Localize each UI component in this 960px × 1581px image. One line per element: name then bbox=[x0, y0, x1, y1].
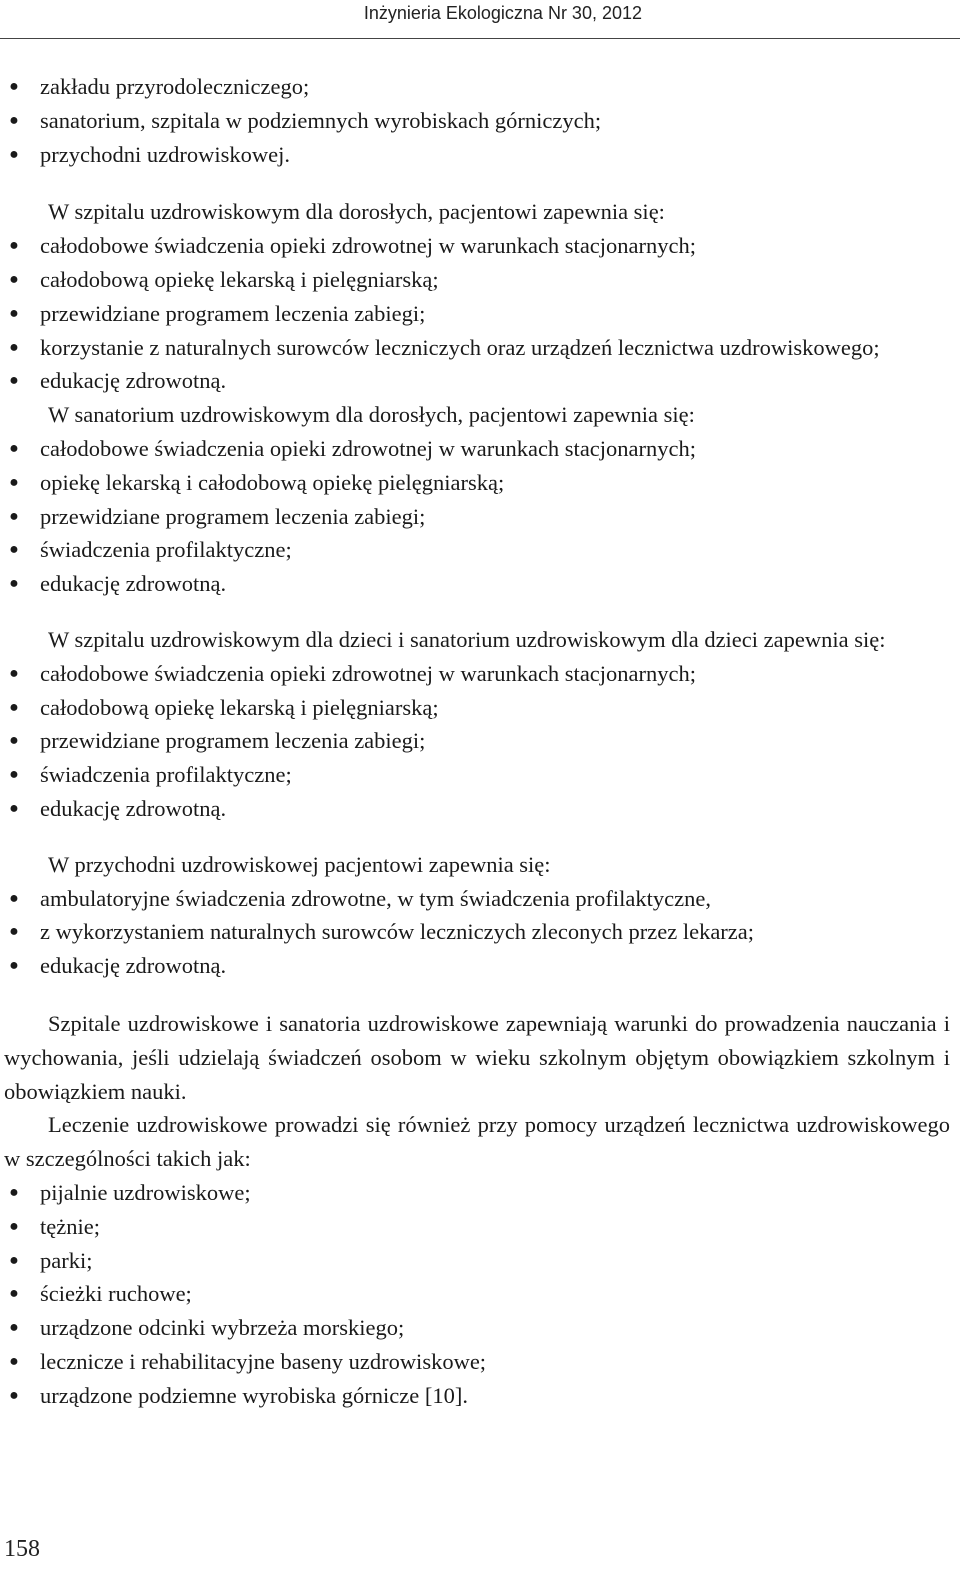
list-item: ● całodobowe świadczenia opieki zdrowotnej w warunkach stacjonarnych; bbox=[4, 657, 950, 691]
bullet-icon: ● bbox=[9, 766, 19, 784]
list-item: ● pijalnie uzdrowiskowe; bbox=[4, 1176, 950, 1210]
list-item: ● całodobową opiekę lekarską i pielęgniarską; bbox=[4, 691, 950, 725]
bullet-icon: ● bbox=[9, 957, 19, 975]
bullet-icon: ● bbox=[9, 799, 19, 817]
paragraph-devices: Leczenie uzdrowiskowe prowadzi się również przy pomocy urządzeń lecznictwa uzdrowiskowego w szczególności takich jak: bbox=[4, 1112, 950, 1172]
facility-list bbox=[4, 70, 950, 171]
list-item: ● przewidziane programem leczenia zabiegi; bbox=[4, 297, 950, 331]
bullet-icon: ● bbox=[9, 1217, 19, 1235]
page-header bbox=[0, 0, 960, 39]
bullet-icon: ● bbox=[9, 1183, 19, 1201]
list-item: ● urządzone podziemne wyrobiska górnicze [10]. bbox=[4, 1379, 950, 1413]
clinic-list bbox=[4, 882, 950, 983]
bullet-icon: ● bbox=[9, 372, 19, 390]
bullet-icon: ● bbox=[9, 575, 19, 593]
bullet-icon: ● bbox=[9, 78, 19, 95]
list-item: ● przychodni uzdrowiskowej. bbox=[4, 138, 950, 172]
list-item: ● świadczenia profilaktyczne; bbox=[4, 758, 950, 792]
bullet-icon: ● bbox=[9, 111, 19, 129]
bullet-icon: ● bbox=[9, 1251, 19, 1269]
list-item: ● całodobowe świadczenia opieki zdrowotnej w warunkach stacjonarnych; bbox=[4, 229, 950, 263]
bullet-icon: ● bbox=[9, 664, 19, 682]
paragraph-clinic: W przychodni uzdrowiskowej pacjentowi zapewnia się: bbox=[48, 851, 551, 877]
bullet-icon: ● bbox=[9, 145, 19, 163]
bullet-icon: ● bbox=[9, 732, 19, 750]
paragraph-hospital-adults: W szpitalu uzdrowiskowym dla dorosłych, pacjentowi zapewnia się: bbox=[48, 199, 665, 225]
hospital-adults-list bbox=[4, 229, 950, 398]
page-number: 158 bbox=[4, 1536, 40, 1562]
bullet-icon: ● bbox=[9, 923, 19, 941]
list-item: ● z wykorzystaniem naturalnych surowców leczniczych zleconych przez lekarza; bbox=[4, 915, 950, 949]
bullet-icon: ● bbox=[9, 541, 19, 559]
list-item: ● zakładu przyrodoleczniczego; bbox=[4, 70, 950, 104]
bullet-icon: ● bbox=[9, 270, 19, 288]
list-item: ● urządzone odcinki wybrzeża morskiego; bbox=[4, 1311, 950, 1345]
bullet-icon: ● bbox=[9, 1285, 19, 1303]
bullet-icon: ● bbox=[9, 507, 19, 525]
list-item: ● całodobowe świadczenia opieki zdrowotnej w warunkach stacjonarnych; bbox=[4, 432, 950, 466]
list-item: ● korzystanie z naturalnych surowców leczniczych oraz urządzeń lecznictwa uzdrowiskowego; bbox=[4, 331, 950, 365]
bullet-icon: ● bbox=[9, 1386, 19, 1404]
list-item: ● parki; bbox=[4, 1244, 950, 1278]
list-item: ● przewidziane programem leczenia zabiegi; bbox=[4, 500, 950, 534]
list-item: ● edukację zdrowotną. bbox=[4, 792, 950, 826]
paragraph-education: Szpitale uzdrowiskowe i sanatoria uzdrowiskowe zapewniają warunki do prowadzenia nauczania i wychowania, jeśli udzielają świadczeń osobom w wieku szkolnym objętym obowiązkiem szkolnym i obowiązkiem nauki. bbox=[4, 1010, 950, 1104]
list-item: ● sanatorium, szpitala w podziemnych wyrobiskach górniczych; bbox=[4, 104, 950, 138]
list-item: ● edukację zdrowotną. bbox=[4, 567, 950, 601]
list-item: ● edukację zdrowotną. bbox=[4, 364, 950, 398]
list-item: ● tężnie; bbox=[4, 1210, 950, 1244]
paragraph-sanatorium-adults: W sanatorium uzdrowiskowym dla dorosłych, pacjentowi zapewnia się: bbox=[48, 402, 695, 428]
bullet-icon: ● bbox=[9, 304, 19, 322]
devices-list bbox=[4, 1176, 950, 1413]
journal-title: Inżynieria Ekologiczna Nr 30, 2012 bbox=[363, 3, 642, 23]
list-item: ● ambulatoryjne świadczenia zdrowotne, w tym świadczenia profilaktyczne, bbox=[4, 882, 950, 916]
children-list bbox=[4, 657, 950, 826]
paragraph-children: W szpitalu uzdrowiskowym dla dzieci i sanatorium uzdrowiskowym dla dzieci zapewnia się: bbox=[48, 626, 886, 652]
list-item: ● opiekę lekarską i całodobową opiekę pielęgniarską; bbox=[4, 466, 950, 500]
sanatorium-adults-list bbox=[4, 432, 950, 601]
list-item: ● świadczenia profilaktyczne; bbox=[4, 533, 950, 567]
list-item: ● przewidziane programem leczenia zabiegi; bbox=[4, 724, 950, 758]
bullet-icon: ● bbox=[9, 698, 19, 716]
list-item: ● ścieżki ruchowe; bbox=[4, 1277, 950, 1311]
bullet-icon: ● bbox=[9, 439, 19, 457]
list-item: ● całodobową opiekę lekarską i pielęgniarską; bbox=[4, 263, 950, 297]
bullet-icon: ● bbox=[9, 1319, 19, 1337]
bullet-icon: ● bbox=[9, 473, 19, 491]
bullet-icon: ● bbox=[9, 338, 19, 356]
list-item: ● edukację zdrowotną. bbox=[4, 949, 950, 983]
list-item: ● lecznicze i rehabilitacyjne baseny uzdrowiskowe; bbox=[4, 1345, 950, 1379]
article-body bbox=[4, 70, 950, 1412]
bullet-icon: ● bbox=[9, 889, 19, 907]
bullet-icon: ● bbox=[9, 1352, 19, 1370]
bullet-icon: ● bbox=[9, 237, 19, 255]
